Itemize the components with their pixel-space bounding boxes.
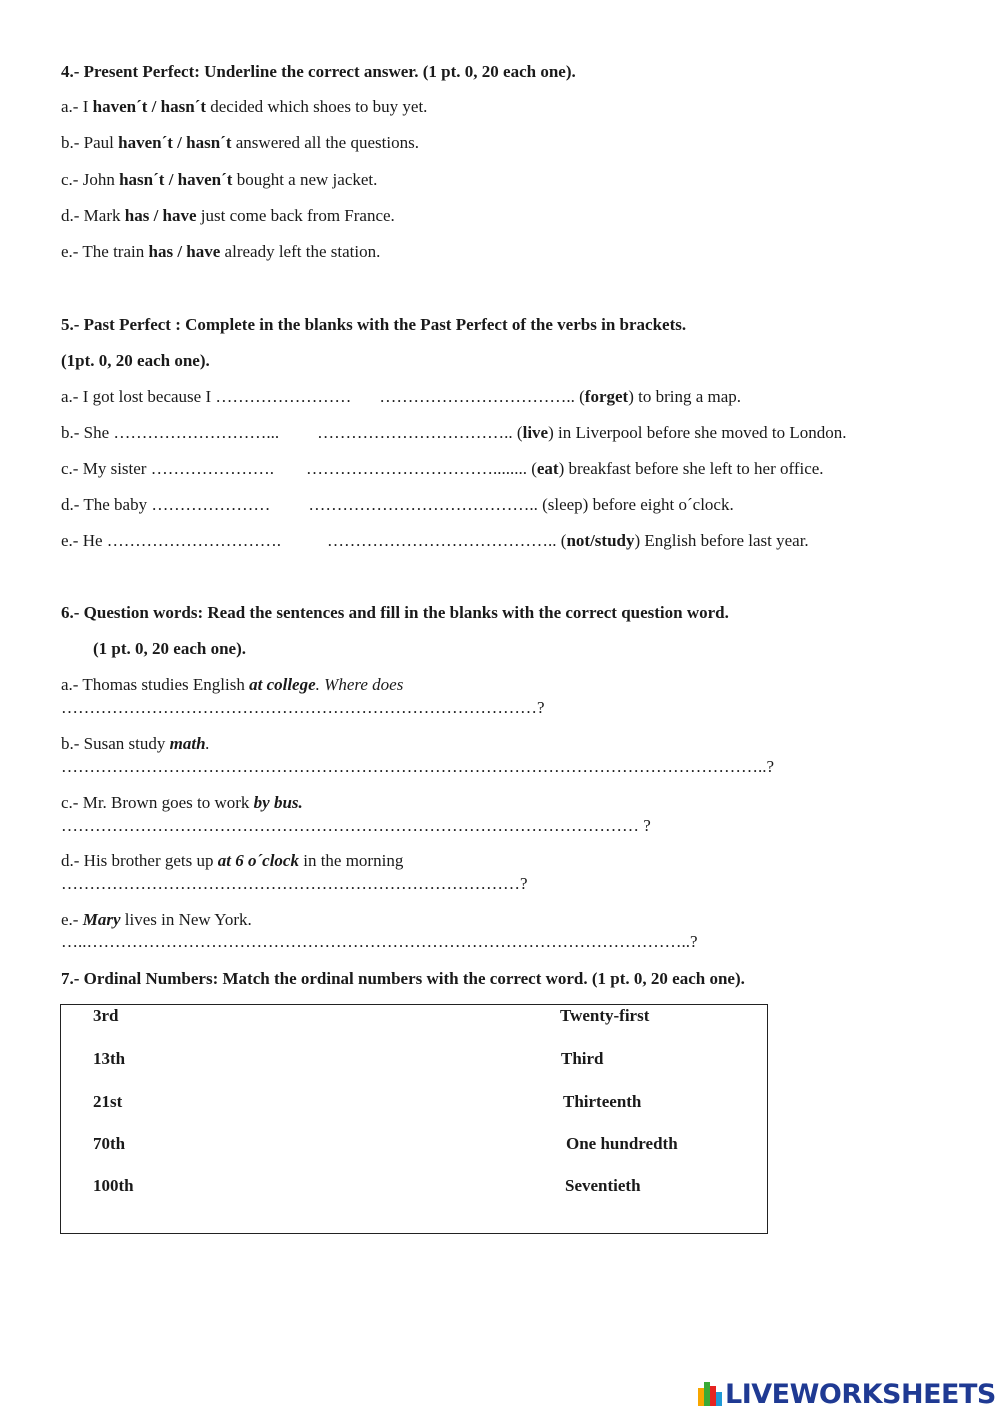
blank-2[interactable]: ………………………………….. (sleep) before eight o´clock.	[308, 495, 734, 514]
s5-item-b: b.- She ………………………... …………………………….. (live) in Liverpool before she moved to London.	[61, 423, 847, 442]
s4-item-c: c.- John hasn´t / haven´t bought a new jacket.	[61, 170, 378, 189]
blank-2[interactable]: ……………………………........ (	[305, 459, 537, 478]
s6-answer-e[interactable]: …..……………………………………………………………………………………………..?	[61, 932, 698, 951]
matching-box	[60, 1004, 768, 1234]
s5-item-d	[61, 495, 734, 515]
blank-1[interactable]: c.- My sister ………………….	[61, 459, 274, 478]
s6-item-b: b.- Susan study math.	[61, 734, 210, 753]
option[interactable]: haven´t	[92, 97, 148, 116]
option[interactable]: hasn´t	[160, 97, 206, 116]
ordinal-word[interactable]: Thirteenth	[563, 1092, 642, 1111]
section-4-title: 4.- Present Perfect: Underline the correct answer. (1 pt. 0, 20 each one).	[61, 62, 576, 81]
s4-item-a: a.- I haven´t / hasn´t decided which shoes to buy yet.	[61, 97, 428, 116]
s6-item-a: a.- Thomas studies English at college. Where does	[61, 675, 404, 694]
s6-answer-d[interactable]: ………………………………………………………………………?	[61, 874, 528, 893]
blank-2[interactable]: ………………………………….. (	[327, 531, 567, 550]
s6-answer-c[interactable]: ………………………………………………………………………………………… ?	[61, 816, 651, 835]
blank-1[interactable]: a.- I got lost because I ……………………	[61, 387, 352, 406]
ordinal-word[interactable]: Seventieth	[565, 1176, 641, 1195]
ordinal-number[interactable]: 3rd	[93, 1006, 119, 1025]
ordinal-number[interactable]: 100th	[93, 1176, 134, 1195]
s4-item-e: e.- The train has / have already left the station.	[61, 242, 381, 261]
option[interactable]: has	[148, 242, 174, 261]
s6-item-d: d.- His brother gets up at 6 o´clock in the morning	[61, 851, 404, 870]
section-6-title: 6.- Question words: Read the sentences and fill in the blanks with the correct question word.	[61, 603, 729, 622]
s4-item-b: b.- Paul haven´t / hasn´t answered all the questions.	[61, 133, 419, 152]
ordinal-number[interactable]: 13th	[93, 1049, 126, 1068]
logo-mark-icon	[698, 1382, 722, 1406]
option[interactable]: have	[162, 206, 197, 225]
s6-answer-a[interactable]: …………………………………………………………………………?	[61, 698, 545, 717]
blank-1[interactable]: b.- She ………………………...	[61, 423, 280, 442]
option[interactable]: have	[186, 242, 221, 261]
blank-2[interactable]: …………………………….. (	[317, 423, 523, 442]
ordinal-word[interactable]: Twenty-first	[560, 1006, 650, 1025]
s5-item-a: a.- I got lost because I …………………… …………………………….. (forget) to bring a map.	[61, 387, 742, 406]
s5-item-e: e.- He …………………………. ………………………………….. (not/study) English before last year.	[61, 531, 809, 550]
option[interactable]: hasn´t	[186, 133, 232, 152]
s5-item-c: c.- My sister …………………. ……………………………........ (eat) breakfast before she left to her office.	[61, 459, 824, 478]
ordinal-word[interactable]: One hundredth	[566, 1134, 678, 1153]
ordinal-word[interactable]: Third	[561, 1049, 604, 1068]
s6-item-c: c.- Mr. Brown goes to work by bus.	[61, 793, 303, 812]
option[interactable]: hasn´t	[119, 170, 165, 189]
section-5-title: 5.- Past Perfect : Complete in the blanks with the Past Perfect of the verbs in brackets.	[61, 315, 687, 334]
option[interactable]: has	[124, 206, 150, 225]
logo-text: LIVEWORKSHEETS	[725, 1378, 996, 1410]
option[interactable]: haven´t	[177, 170, 233, 189]
option[interactable]: haven´t	[118, 133, 173, 152]
liveworksheets-logo	[698, 1378, 996, 1410]
blank-1[interactable]: d.- The baby …………………	[61, 495, 271, 514]
section-5-subtitle: (1pt. 0, 20 each one).	[61, 351, 210, 370]
blank-2[interactable]: …………………………….. (	[379, 387, 585, 406]
section-7-title: 7.- Ordinal Numbers: Match the ordinal numbers with the correct word. (1 pt. 0, 20 each one).	[61, 969, 745, 988]
section-6-subtitle: (1 pt. 0, 20 each one).	[93, 639, 246, 658]
s6-item-e: e.- Mary lives in New York.	[61, 910, 252, 929]
blank-1[interactable]: e.- He ………………………….	[61, 531, 282, 550]
ordinal-number[interactable]: 70th	[93, 1134, 126, 1153]
ordinal-number[interactable]: 21st	[93, 1092, 123, 1111]
s6-answer-b[interactable]: ……………………………………………………………………………………………………………..?	[61, 757, 775, 776]
s4-item-d: d.- Mark has / have just come back from France.	[61, 206, 395, 225]
